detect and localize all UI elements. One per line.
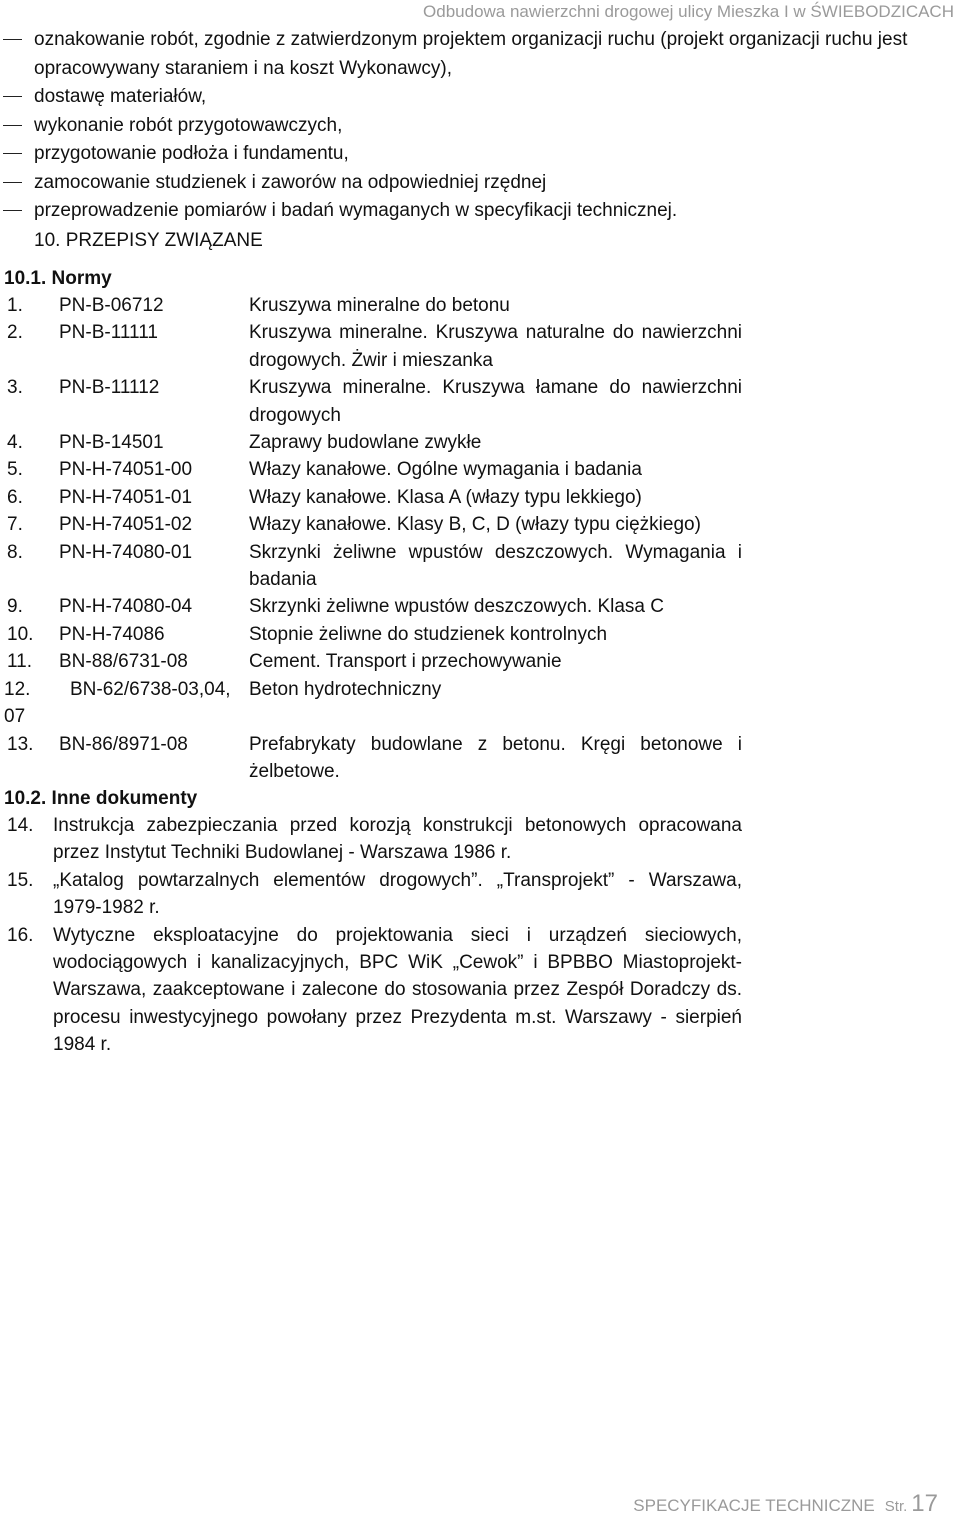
dash-icon <box>3 210 22 211</box>
bullet-item: zamocowanie studzienek i zaworów na odpowiedniej rzędnej <box>0 169 960 198</box>
doc-item: 15. „Katalog powtarzalnych elementów drogowych”. „Transprojekt” - Warszawa, 1979-1982 r. <box>7 869 742 919</box>
bullet-item: oznakowanie robót, zgodnie z zatwierdzonym projektem organizacji ruchu (projekt organizacji ruchu jest opracowywany staraniem i na koszt Wykonawcy), <box>0 26 960 83</box>
running-header: Odbudowa nawierzchni drogowej ulicy Mieszka I w ŚWIEBODZICACH <box>423 2 954 21</box>
doc-item: 14. Instrukcja zabezpieczania przed korozją konstrukcji betonowych opracowana przez Instytut Techniki Budowlanej - Warszawa 1986 r. <box>7 815 742 864</box>
norm-item: 2. PN-B-11111 Kruszywa mineralne. Kruszywa naturalne do nawierzchni drogowych. Żwir i mieszanka <box>7 322 742 371</box>
inne-dokumenty-heading: 10.2. Inne dokumenty <box>4 788 198 809</box>
norm-item: 8. PN-H-74080-01 Skrzynki żeliwne wpustów deszczowych. Wymagania i badania <box>7 541 742 591</box>
doc-item: 16. Wytyczne eksploatacyjne do projektowania sieci i urządzeń sieciowych, wodociągowych i kanalizacyjnych, BPC WiK „Cewok” i BPBBO Miastoprojekt-Warszawa, zaakceptowane i zalecone do stosowania przez Zespół Doradczy ds. procesu inwestycyjnego powołany przez Prezydenta m.st. Warszawy - sierpień 1984 r. <box>7 924 742 1056</box>
norm-item: 10. PN-H-74086 Stopnie żeliwne do studzienek kontrolnych <box>7 623 608 645</box>
footer-label: SPECYFIKACJE TECHNICZNE <box>633 1496 875 1515</box>
normy-heading: 10.1. Normy <box>4 268 112 289</box>
norm-item: 7. PN-H-74051-02 Włazy kanałowe. Klasy B, C, D (włazy typu ciężkiego) <box>7 514 701 536</box>
dash-icon <box>3 182 22 183</box>
bullet-item: przeprowadzenie pomiarów i badań wymaganych w specyfikacji technicznej. <box>0 197 960 226</box>
norm-item: 4. PN-B-14501 Zaprawy budowlane zwykłe <box>7 432 482 454</box>
bullet-item: dostawę materiałów, <box>0 83 960 112</box>
norm-item: 12. BN-62/6738-03,04, Beton hydrotechniczny 07 <box>0 676 960 731</box>
dash-icon <box>3 153 22 154</box>
norm-item: 13. BN-86/8971-08 Prefabrykaty budowlane z betonu. Kręgi betonowe i żelbetowe. <box>7 733 742 782</box>
norm-item: 11. BN-88/6731-08 Cement. Transport i przechowywanie <box>7 651 562 673</box>
page-footer <box>633 1490 938 1520</box>
footer-page-prefix: Str. <box>884 1498 908 1515</box>
section-heading: 10. PRZEPISY ZWIĄZANE <box>34 230 263 251</box>
dash-icon <box>3 39 22 40</box>
bullet-item: wykonanie robót przygotowawczych, <box>0 112 960 141</box>
norm-item: 1. PN-B-06712 Kruszywa mineralne do betonu <box>7 295 510 316</box>
norm-item: 6. PN-H-74051-01 Włazy kanałowe. Klasa A (włazy typu lekkiego) <box>7 486 642 508</box>
normy-list <box>0 292 960 785</box>
norm-item: 3. PN-B-11112 Kruszywa mineralne. Kruszywa łamane do nawierzchni drogowych <box>7 377 742 426</box>
norm-item: 9. PN-H-74080-04 Skrzynki żeliwne wpustów deszczowych. Klasa C <box>7 596 664 618</box>
dash-icon <box>3 96 22 97</box>
page-number: 17 <box>911 1490 938 1517</box>
inne-dokumenty-list <box>0 812 960 1059</box>
norm-code-continuation: 07 <box>4 706 26 728</box>
scope-bullet-list <box>0 26 960 226</box>
bullet-item: przygotowanie podłoża i fundamentu, <box>0 140 960 169</box>
norm-item: 5. PN-H-74051-00 Włazy kanałowe. Ogólne wymagania i badania <box>7 459 642 481</box>
dash-icon <box>3 125 22 126</box>
